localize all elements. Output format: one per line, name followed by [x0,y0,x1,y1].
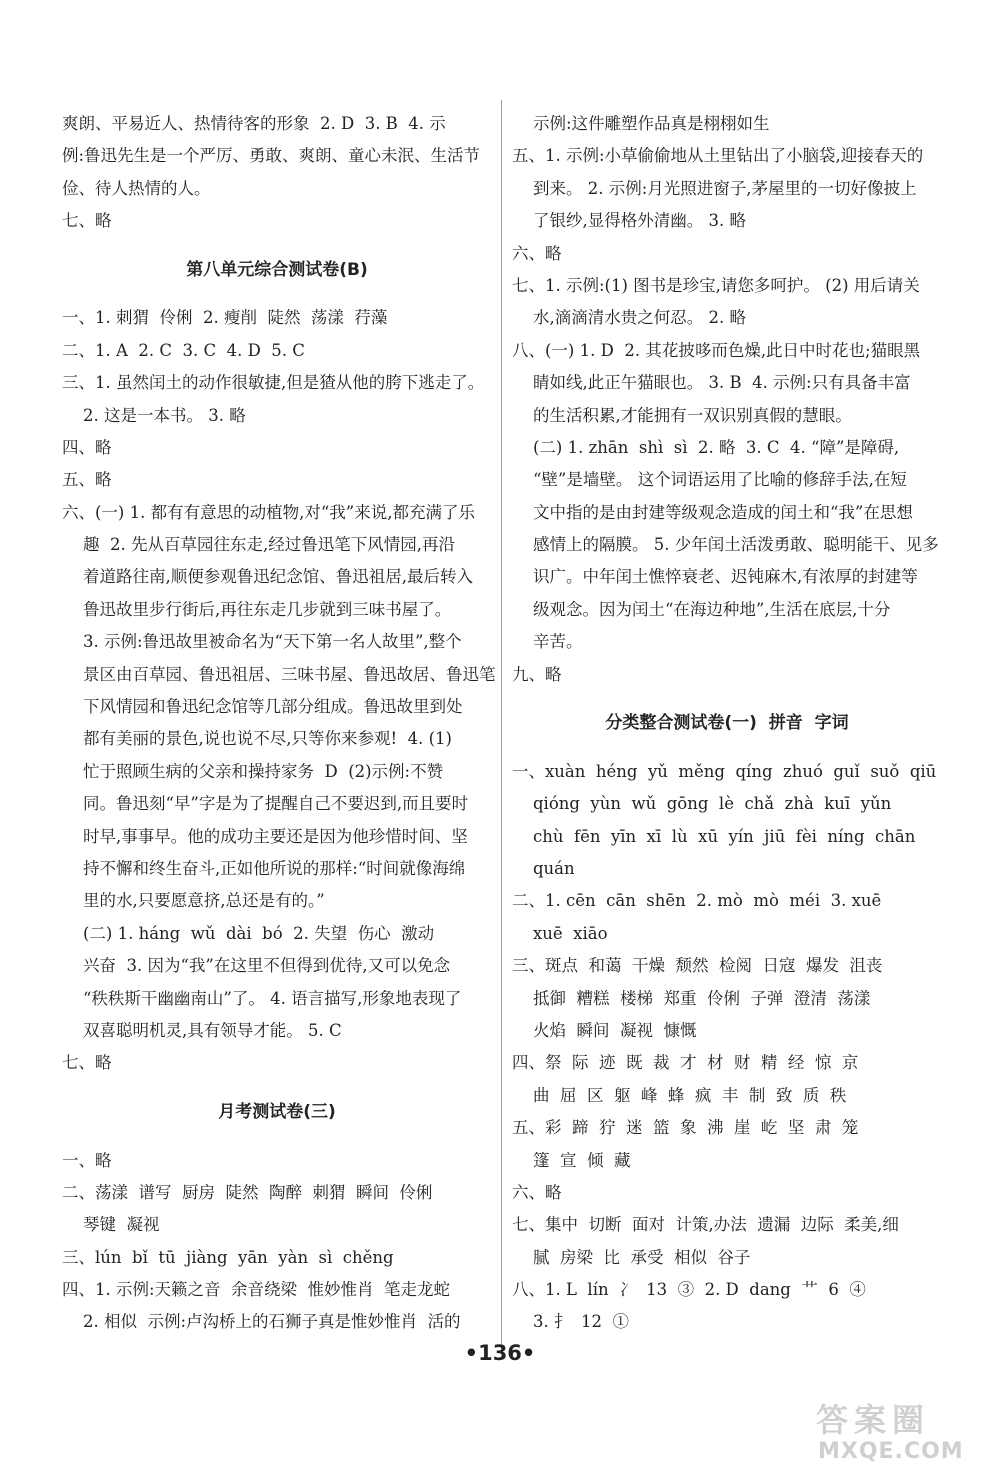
answer-line: 级观念。因为闰土“在海边种地”,生活在底层,十分 [512,599,891,619]
right-column [512,108,942,1339]
answer-line: 火焰 瞬间 凝视 慷慨 [512,1020,697,1040]
answer-line: 五、彩 蹄 狞 迷 篮 象 沸 崖 屹 坚 肃 笼 [512,1118,859,1138]
answer-line: 六、略 [512,1182,562,1202]
answer-line: 六、(一) 1. 都有有意思的动植物,对“我”来说,都充满了乐 [62,502,475,522]
watermark-top-text: 答案圈 [816,1401,931,1439]
answer-line: 四、1. 示例:天籁之音 余音绕梁 惟妙惟肖 笔走龙蛇 [62,1280,451,1300]
answer-line: 2. 这是一本书。 3. 略 [62,405,246,425]
answer-line: 景区由百草园、鲁迅祖居、三味书屋、鲁迅故居、鲁迅笔 [62,664,496,684]
answer-line: (二) 1. zhān shì sì 2. 略 3. C 4. “障”是障碍, [512,437,900,457]
answer-line: 二、荡漾 谱写 厨房 陡然 陶醉 刺猬 瞬间 伶俐 [62,1182,433,1202]
answer-line: 琴键 凝视 [62,1215,160,1235]
answer-line: 七、集中 切断 面对 计策,办法 遗漏 边际 柔美,细 [512,1215,899,1235]
answer-line: 3. 示例:鲁迅故里被命名为“天下第一名人故里”,整个 [62,632,462,652]
answer-line: 俭、待人热情的人。 [62,178,211,198]
answer-line: 的生活积累,才能拥有一双识别真假的慧眼。 [512,405,852,425]
answer-line: 睛如线,此正午猫眼也。 3. B 4. 示例:只有具备丰富 [512,373,911,393]
answer-line: 七、略 [62,211,112,231]
answer-line: (二) 1. háng wǔ dài bó 2. 失望 伤心 激动 [62,923,435,943]
answer-line: 七、略 [62,1053,112,1073]
answer-line: 文中指的是由封建等级观念造成的闰土和“我”在思想 [512,502,913,522]
answer-line: 水,滴滴清水贵之何忍。 2. 略 [512,308,746,328]
answer-line: 一、1. 刺猬 伶俐 2. 瘦削 陡然 荡漾 荇藻 [62,308,388,328]
answer-line: qióng yùn wǔ gōng lè chǎ zhà kuī yǔn [512,794,892,814]
answer-line: 2. 相似 示例:卢沟桥上的石狮子真是惟妙惟肖 活的 [62,1312,461,1332]
answer-line: 都有美丽的景色,说也说不尽,只等你来参观! 4. (1) [62,729,452,749]
answer-line: 里的水,只要愿意挤,总还是有的。” [62,891,325,911]
answer-line: 二、1. cēn cān shēn 2. mò mò méi 3. xuē [512,891,882,911]
answer-line: 持不懈和终生奋斗,正如他所说的那样:“时间就像海绵 [62,859,466,878]
answer-line: 一、xuàn héng yǔ měng qíng zhuó guǐ suǒ qiū [512,761,937,781]
answer-line: 感情上的隔膜。 5. 少年闰土活泼勇敢、聪明能干、见多 [512,535,939,555]
answer-line: 趣 2. 先从百草园往东走,经过鲁迅笔下风情园,再沿 [62,535,455,555]
answer-line: “壁”是墙壁。 这个词语运用了比喻的修辞手法,在短 [512,470,907,490]
answer-line: 兴奋 3. 因为“我”在这里不但得到优待,又可以免念 [62,956,451,976]
section-heading: 分类整合测试卷(一) 拼音 字词 [605,713,849,734]
answer-line: 四、祭 际 迹 既 裁 才 材 财 精 经 惊 京 [512,1053,859,1073]
answer-line: 识广。中年闰土憔悴衰老、迟钝麻木,有浓厚的封建等 [512,567,918,587]
left-column [62,108,496,1339]
section-heading: 第八单元综合测试卷(B) [186,259,368,280]
answer-line: 辛苦。 [512,632,583,652]
answer-line: 鲁迅故里步行街后,再往东走几步就到三味书屋了。 [62,599,452,619]
answer-line: 同。鲁迅刻“早”字是为了提醒自己不要迟到,而且要时 [62,794,469,814]
answer-line: 八、(一) 1. D 2. 其花披哆而色燥,此日中时花也;猫眼黑 [512,340,921,360]
answer-line: 腻 房梁 比 承受 相似 谷子 [512,1247,751,1267]
answer-line: 3. 扌 12 ① [512,1312,629,1332]
watermark-bottom-text: MXQE.COM [818,1439,964,1464]
answer-line: 双喜聪明机灵,具有领导才能。 5. C [62,1020,342,1040]
answer-line: 着道路往南,顺便参观鲁迅纪念馆、鲁迅祖居,最后转入 [62,567,473,587]
page-number: •136• [464,1341,536,1365]
answer-line: xuē xiāo [512,923,608,943]
answer-line: 爽朗、平易近人、热情待客的形象 2. D 3. B 4. 示 [62,114,446,133]
answer-line: 篷 宣 倾 藏 [512,1150,631,1170]
answer-line: 三、斑点 和蔼 干燥 颓然 检阅 日寇 爆发 沮丧 [512,956,883,976]
answer-line: 曲 屈 区 躯 峰 蜂 疯 丰 制 致 质 秩 [512,1085,847,1105]
answer-line: 七、1. 示例:(1) 图书是珍宝,请您多呵护。 (2) 用后请关 [512,275,920,295]
answer-line: 示例:这件雕塑作品真是栩栩如生 [512,114,770,133]
answer-line: quán [512,859,575,878]
answer-line: 六、略 [512,243,562,263]
answer-line: 二、1. A 2. C 3. C 4. D 5. C [62,340,305,360]
answer-line: 五、略 [62,470,112,490]
answer-line: 八、1. L lín 冫 13 ③ 2. D dang 艹 6 ④ [512,1280,866,1300]
answer-line: 一、略 [62,1150,112,1170]
answer-line: 九、略 [512,664,562,684]
answer-line: 抵御 糟糕 楼梯 郑重 伶俐 子弹 澄清 荡漾 [512,988,871,1008]
answer-line: 了银纱,显得格外清幽。 3. 略 [512,211,746,231]
answer-line: 三、lún bǐ tū jiàng yān yàn sì chěng [62,1247,394,1267]
answer-line: “秩秩斯干幽幽南山”了。 4. 语言描写,形象地表现了 [62,988,462,1008]
answer-line: 忙于照顾生病的父亲和操持家务 D (2)示例:不赞 [62,761,444,781]
answer-line: 下风情园和鲁迅纪念馆等几部分组成。鲁迅故里到处 [62,697,463,717]
answer-line: 例:鲁迅先生是一个严厉、勇敢、爽朗、童心未泯、生活节 [62,146,481,166]
column-divider [501,100,502,1345]
answer-line: 时早,事事早。他的成功主要还是因为他珍惜时间、坚 [62,826,468,846]
answer-line: chù fēn yīn xī lù xū yín jiū fèi níng chān [512,826,916,846]
section-heading: 月考测试卷(三) [218,1101,336,1122]
answer-line: 三、1. 虽然闰土的动作很敏捷,但是猹从他的胯下逃走了。 [62,373,485,393]
answer-line: 五、1. 示例:小草偷偷地从土里钻出了小脑袋,迎接春天的 [512,146,924,166]
answer-line: 四、略 [62,437,112,457]
watermark-logo [808,1395,993,1467]
answer-line: 到来。 2. 示例:月光照进窗子,茅屋里的一切好像披上 [512,178,917,198]
